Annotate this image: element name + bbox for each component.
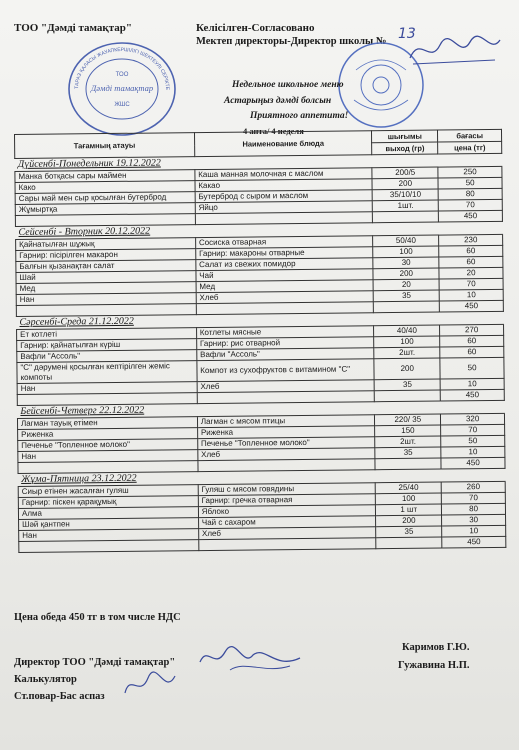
col-price-bottom: цена (тг)	[438, 141, 502, 154]
cell-out: 40/40	[374, 325, 440, 337]
cell-out: 35/10/10	[372, 189, 438, 201]
day-title: Дүйсенбі-Понедельник 19.12.2022	[15, 153, 502, 171]
cell-price: 270	[440, 324, 504, 336]
cell-price: 30	[442, 514, 506, 526]
cell-ru: Гуляш с мясом говядины	[198, 483, 376, 496]
cell-out: 1шт.	[373, 200, 439, 212]
cell-ru: Сосиска отварная	[195, 236, 373, 249]
col-output-bottom: выход (гр)	[372, 142, 438, 155]
cell-kz: Како	[15, 181, 195, 194]
cell-kz: Риженка	[18, 428, 198, 441]
cell-ru: Хлеб	[198, 448, 376, 461]
day-title: Сәрсенбі-Среда 21.12.2022	[16, 311, 503, 329]
cell-kz: Гарнир: қайнатылған күріш	[17, 339, 197, 352]
price-note: Цена обеда 450 тг в том числе НДС	[14, 612, 181, 623]
cell-ru: Бутерброд с сыром и маслом	[195, 190, 373, 203]
cell-out	[373, 211, 439, 223]
cell-out: 2шт.	[375, 436, 441, 448]
cell-out: 35	[374, 379, 440, 391]
cell-ru: Хлеб	[196, 291, 374, 304]
calculator-signature	[120, 668, 180, 704]
handwritten-school-number: 13	[398, 26, 416, 42]
cell-ru: Вафли "Ассоль"	[197, 348, 375, 361]
cell-price: 70	[441, 424, 505, 436]
cell-kz: Манка ботқасы сары маймен	[15, 170, 195, 183]
cell-ru: Чай	[196, 269, 374, 282]
cell-price: 10	[441, 446, 505, 458]
cell-out	[375, 390, 441, 402]
cell-out	[374, 301, 440, 313]
cell-ru: Какао	[195, 179, 373, 192]
day-title: Жұма-Пятница 23.12.2022	[18, 468, 505, 486]
greeting-ru: Приятного аппетита!	[250, 111, 349, 121]
cell-out: 25/40	[376, 482, 442, 494]
cell-ru: Мед	[196, 280, 374, 293]
cell-kz: Ет котлеті	[17, 328, 197, 341]
col-kz: Тағамның атауы	[15, 133, 195, 159]
cell-kz: Шай	[16, 271, 196, 284]
cell-kz: Нан	[18, 450, 198, 463]
cell-price: 60	[439, 256, 503, 268]
stamp-top: ТОО	[115, 72, 129, 78]
name-guzhavina: Гужавина Н.П.	[398, 660, 470, 671]
cell-ru: Салат из свежих помидор	[196, 258, 374, 271]
cell-ru: Яблоко	[198, 505, 376, 518]
cell-price: 80	[442, 503, 506, 515]
cell-price: 250	[438, 166, 502, 178]
cell-price: 450	[442, 536, 506, 548]
cell-price: 70	[439, 278, 503, 290]
cell-price: 20	[439, 267, 503, 279]
cell-price: 70	[438, 199, 502, 211]
week-label: 4 апта/ 4 неделя	[243, 126, 304, 136]
company-stamp	[66, 40, 178, 138]
cell-ru: Риженка	[197, 426, 375, 439]
cell-out: 200	[374, 358, 440, 380]
cell-kz: Гарнир: пісірілген макарон	[16, 249, 196, 262]
cell-out: 200	[376, 515, 442, 527]
cell-price: 60	[440, 346, 504, 358]
greeting-kz: Астарыңыз дәмді болсын	[224, 96, 332, 106]
cell-price: 10	[442, 525, 506, 537]
stamp-ring-text: ТАРАЗ ҚАЛАСЫ ЖАУАПКЕРШІЛІГІ ШЕКТЕУЛІ СЕРІКТЕ	[73, 46, 171, 91]
cell-price: 50	[441, 435, 505, 447]
cell-price: 320	[441, 413, 505, 425]
approval-label: Келісілген-Согласовано	[196, 22, 315, 34]
stamp-bottom: ЖШС	[114, 102, 130, 108]
cell-out	[375, 458, 441, 470]
cell-ru: Яйцо	[195, 201, 373, 214]
cell-price: 450	[441, 457, 505, 469]
col-ru: Наименование блюда	[194, 131, 372, 157]
cell-ru: Гарнир: гречка отварная	[198, 494, 376, 507]
cell-out: 100	[376, 493, 442, 505]
chef-label: Ст.повар-Бас аспаз	[14, 691, 105, 702]
cell-ru: Гарнир: рис отварной	[196, 337, 374, 350]
cell-kz: Жұмыртқа	[15, 203, 195, 216]
cell-price: 450	[439, 210, 503, 222]
cell-kz: Лагман тауық етімен	[17, 417, 197, 430]
cell-kz: Мед	[16, 282, 196, 295]
cell-out: 1 шт	[376, 504, 442, 516]
company-name: ТОО "Дәмді тамақтар"	[14, 22, 133, 34]
day-title: Бейсенбі-Четверг 22.12.2022	[17, 400, 504, 418]
cell-out: 200	[372, 178, 438, 190]
stamp-name: Дәмді тамақтар	[90, 83, 154, 93]
cell-price: 60	[439, 245, 503, 257]
name-karimov: Каримов Г.Ю.	[402, 642, 470, 653]
cell-price: 70	[441, 492, 505, 504]
cell-ru: Печенье "Топленное молоко"	[197, 437, 375, 450]
cell-kz: Нан	[17, 382, 197, 395]
col-price-top: бағасы	[438, 129, 502, 142]
cell-ru: Лагман с мясом птицы	[197, 415, 375, 428]
cell-price: 450	[440, 389, 504, 401]
cell-ru: Гарнир: макароны отварные	[195, 247, 373, 260]
cell-ru	[199, 538, 377, 551]
cell-price: 80	[438, 188, 502, 200]
cell-out	[376, 537, 442, 549]
cell-ru: Котлеты мясные	[196, 326, 374, 339]
day-title: Сейсенбі - Вторник 20.12.2022	[15, 221, 502, 239]
director-signature	[405, 30, 505, 70]
cell-price: 450	[439, 300, 503, 312]
cell-ru: Компот из сухофруктов с витамином "С"	[197, 359, 375, 382]
cell-kz: Сиыр етінен жасалған гуляш	[18, 485, 198, 498]
cell-kz: "С" дәрумені қосылған кептірілген жеміс компоты	[17, 361, 197, 384]
cell-ru: Каша манная молочная с маслом	[195, 168, 373, 181]
cell-price: 260	[441, 481, 505, 493]
cell-out: 30	[373, 257, 439, 269]
cell-kz: Шәй қантпен	[19, 518, 199, 531]
cell-kz: Нан	[16, 293, 196, 306]
calculator-label: Калькулятор	[14, 674, 77, 685]
cell-kz: Алма	[18, 507, 198, 520]
cell-out: 35	[374, 290, 440, 302]
cell-kz: Нан	[19, 529, 199, 542]
cell-price: 10	[440, 378, 504, 390]
cell-kz: Қайнатылған шұжық	[16, 238, 196, 251]
cell-kz: Сары май мен сыр қосылған бутерброд	[15, 192, 195, 205]
menu-table	[14, 129, 506, 553]
cell-out: 50/40	[373, 235, 439, 247]
cell-price: 10	[439, 289, 503, 301]
cell-ru: Хлеб	[198, 527, 376, 540]
cell-out: 35	[376, 526, 442, 538]
school-director-line: Мектеп директоры-Директор школы №	[196, 36, 387, 47]
cell-price: 60	[440, 335, 504, 347]
menu-title: Недельное школьное меню	[232, 80, 344, 90]
cell-out: 2шт.	[374, 347, 440, 359]
cell-ru: Хлеб	[197, 380, 375, 393]
cell-ru: Чай с сахаром	[198, 516, 376, 529]
cell-price: 230	[439, 234, 503, 246]
cell-price: 50	[440, 357, 504, 379]
cell-kz: Печенье "Топленное молоко"	[18, 439, 198, 452]
cell-kz: Гарнир: піскен қарақұмық	[18, 496, 198, 509]
col-output-top: шығымы	[372, 130, 438, 143]
cell-out: 200	[373, 268, 439, 280]
cell-kz: Вафли "Ассоль"	[17, 350, 197, 363]
cell-out: 20	[373, 279, 439, 291]
cell-out: 150	[375, 425, 441, 437]
footer-signature	[195, 640, 305, 680]
cell-out: 220/ 35	[375, 414, 441, 426]
cell-kz	[19, 540, 199, 553]
director-label: Директор ТОО "Дәмді тамақтар"	[14, 657, 176, 668]
cell-out: 100	[373, 246, 439, 258]
cell-out: 100	[374, 336, 440, 348]
cell-kz: Балғын қызанақтан салат	[16, 260, 196, 273]
cell-price: 50	[438, 177, 502, 189]
cell-out: 200/5	[372, 167, 438, 179]
cell-out: 35	[375, 447, 441, 459]
